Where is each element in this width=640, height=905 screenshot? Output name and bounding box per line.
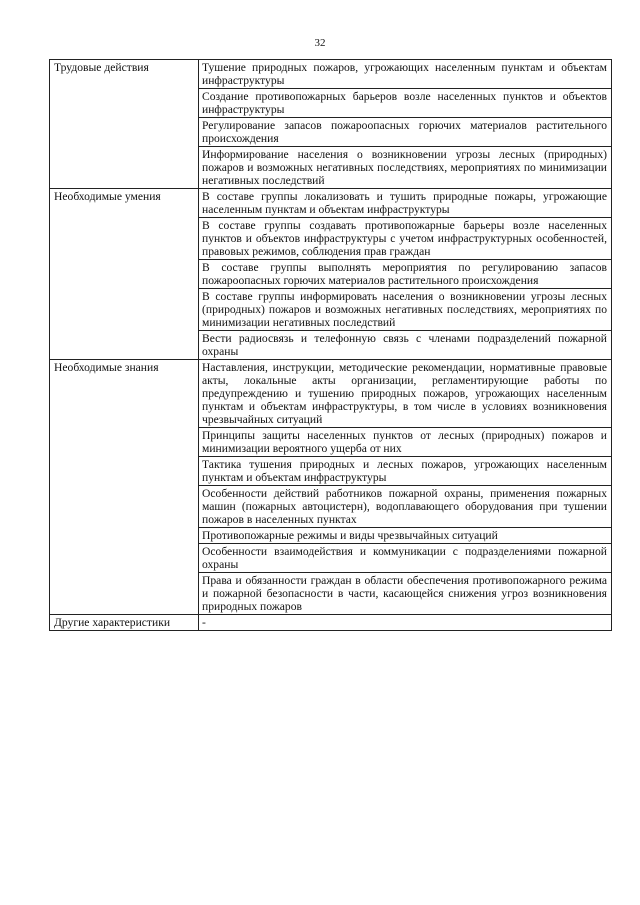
qualification-table xyxy=(49,59,612,631)
table-row xyxy=(50,615,612,631)
table-cell: Принципы защиты населенных пунктов от лесных (природных) пожаров и минимизации вероятного ущерба от них xyxy=(199,428,612,457)
table-cell: В составе группы локализовать и тушить природные пожары, угрожающие населенным пунктам и объектам инфраструктуры xyxy=(199,189,612,218)
section-label-required-skills: Необходимые умения xyxy=(50,189,199,360)
table-cell: Особенности взаимодействия и коммуникации с подразделениями пожарной охраны xyxy=(199,544,612,573)
section-label-other-characteristics: Другие характеристики xyxy=(50,615,199,631)
table-cell: Тушение природных пожаров, угрожающих населенным пунктам и объектам инфраструктуры xyxy=(199,60,612,89)
table-cell: - xyxy=(199,615,612,631)
table-cell: Особенности действий работников пожарной охраны, применения пожарных машин (пожарных автоцистерн), водоплавающего оборудования при тушении пожаров в населенных пунктах xyxy=(199,486,612,528)
table-cell: Создание противопожарных барьеров возле населенных пунктов и объектов инфраструктуры xyxy=(199,89,612,118)
section-label-labor-actions: Трудовые действия xyxy=(50,60,199,189)
table-cell: Информирование населения о возникновении угрозы лесных (природных) пожаров и возможных негативных последствиях, мероприятиях по минимизации негативных последствий xyxy=(199,147,612,189)
table-cell: Регулирование запасов пожароопасных горючих материалов растительного происхождения xyxy=(199,118,612,147)
table-cell: В составе группы информировать населения о возникновении угрозы лесных (природных) пожаров и возможных негативных последствиях, мероприятиях по минимизации негативных последствий xyxy=(199,289,612,331)
page-number: 32 xyxy=(314,37,326,49)
table-row xyxy=(50,189,612,218)
table-row xyxy=(50,60,612,89)
section-label-required-knowledge: Необходимые знания xyxy=(50,360,199,615)
table-row xyxy=(50,360,612,428)
table-cell: Противопожарные режимы и виды чрезвычайных ситуаций xyxy=(199,528,612,544)
table-cell: В составе группы выполнять мероприятия по регулированию запасов пожароопасных горючих материалов растительного происхождения xyxy=(199,260,612,289)
table-cell: Наставления, инструкции, методические рекомендации, нормативные правовые акты, локальные акты организации, регламентирующие работы по предупреждению и тушению природных пожаров, угрожающих населенным пунктам и объектам инфраструктуры, в том числе в условиях возникновения чрезвычайных ситуаций xyxy=(199,360,612,428)
table-cell: Права и обязанности граждан в области обеспечения противопожарного режима и пожарной безопасности в части, касающейся снижения угроз возникновения природных пожаров xyxy=(199,573,612,615)
table-cell: В составе группы создавать противопожарные барьеры возле населенных пунктов и объектов инфраструктуры с учетом инфраструктурных особенностей, правовых режимов, соблюдения прав граждан xyxy=(199,218,612,260)
table-cell: Тактика тушения природных и лесных пожаров, угрожающих населенным пунктам и объектам инфраструктуры xyxy=(199,457,612,486)
table-cell: Вести радиосвязь и телефонную связь с членами подразделений пожарной охраны xyxy=(199,331,612,360)
